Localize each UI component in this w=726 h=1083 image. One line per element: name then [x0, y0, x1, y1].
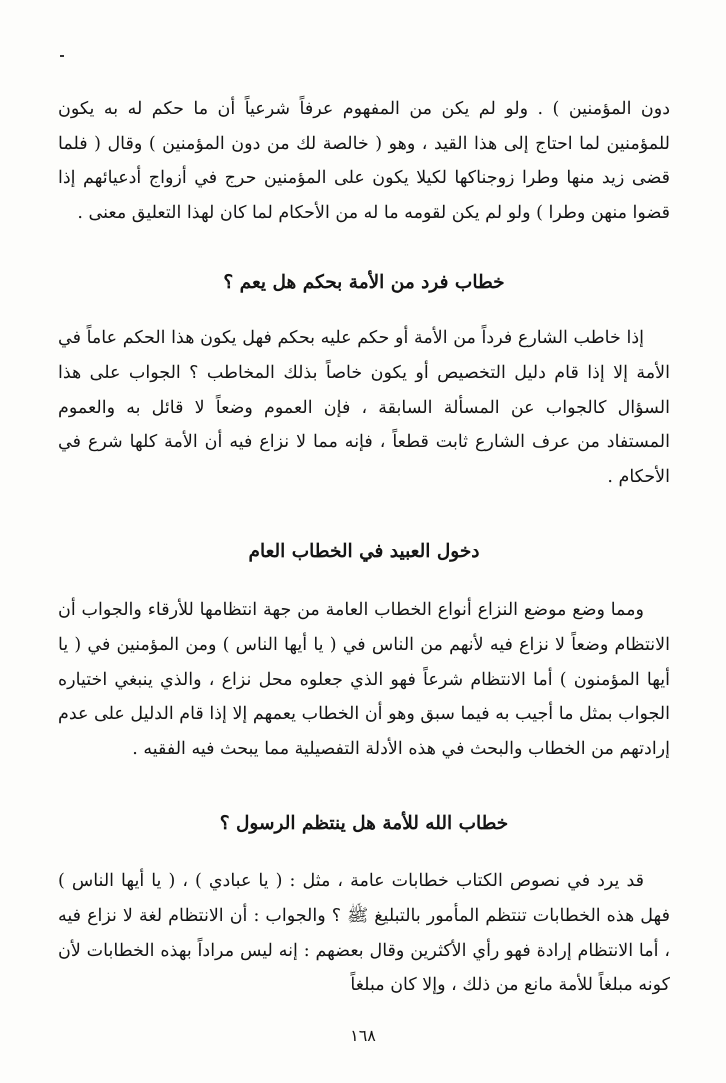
- section-heading-individual-address: خطاب فرد من الأمة بحكم هل يعم ؟: [223, 272, 505, 294]
- paragraph-address-includes-messenger: قد يرد في نصوص الكتاب خطابات عامة ، مثل : ( يا عبادي ) ، ( يا أيها الناس ) فهل هذه الخطابات تنتظم المأمور بالتبليغ ﷺ ؟ والجواب : أن الانتظام لغة لا نزاع فيه ، أما الانتظام إرادة فهو رأي الأكثرين وقال بعضهم : إنه ليس مراداً بهذه الخطابات لأن كونه مبلغاً للأمة مانع من ذلك ، وإلا كان مبلغاً: [58, 871, 670, 996]
- book-page-text: [58, 92, 670, 1003]
- paragraph-individual-address: إذا خاطب الشارع فرداً من الأمة أو حكم عليه بحكم فهل يكون هذا الحكم عاماً في الأمة إلا إذا قام دليل التخصيص أو يكون خاصاً بذلك المخاطب ؟ الجواب على هذا السؤال كالجواب عن المسألة السابقة ، فإن العموم وضعاً لا قائل به والعموم المستفاد من عرف الشارع ثابت قطعاً ، فإنه مما لا نزاع فيه أن الأمة كلها شرع في الأحكام .: [58, 328, 670, 487]
- page-number: ١٦٨: [350, 1026, 376, 1045]
- paragraph-intro: دون المؤمنين ) . ولو لم يكن من المفهوم عرفاً شرعياً أن ما حكم له به يكون للمؤمنين لما احتاج إلى هذا القيد ، وهو ( خالصة لك من دون المؤمنين ) وقال ( فلما قضى زيد منها وطرا زوجناكها لكيلا يكون على المؤمنين حرج في أزواج أدعيائهم إذا قضوا منهن وطرا ) ولو لم يكن لقومه ما له من الأحكام لما كان لهذا التعليق معنى .: [58, 99, 670, 223]
- ink-speck: [60, 55, 64, 57]
- section-heading-address-includes-messenger: خطاب الله للأمة هل ينتظم الرسول ؟: [219, 813, 509, 835]
- paragraph-slaves-in-general-address: ومما وضع موضع النزاع أنواع الخطاب العامة من جهة انتظامها للأرقاء والجواب أن الانتظام وضعاً لا نزاع فيه لأنهم من الناس في ( يا أيها الناس ) ومن المؤمنين في ( يا أيها المؤمنون ) أما الانتظام شرعاً فهو الذي جعلوه محل نزاع ، والذي ينبغي اختياره الجواب بمثل ما أجيب به فيما سبق وهو أن الخطاب يعمهم إلا إذا قام الدليل على عدم إرادتهم من الخطاب والبحث في هذه الأدلة التفصيلية مما يبحث فيه الفقيه .: [58, 600, 670, 759]
- section-heading-slaves-in-general-address: دخول العبيد في الخطاب العام: [248, 541, 480, 563]
